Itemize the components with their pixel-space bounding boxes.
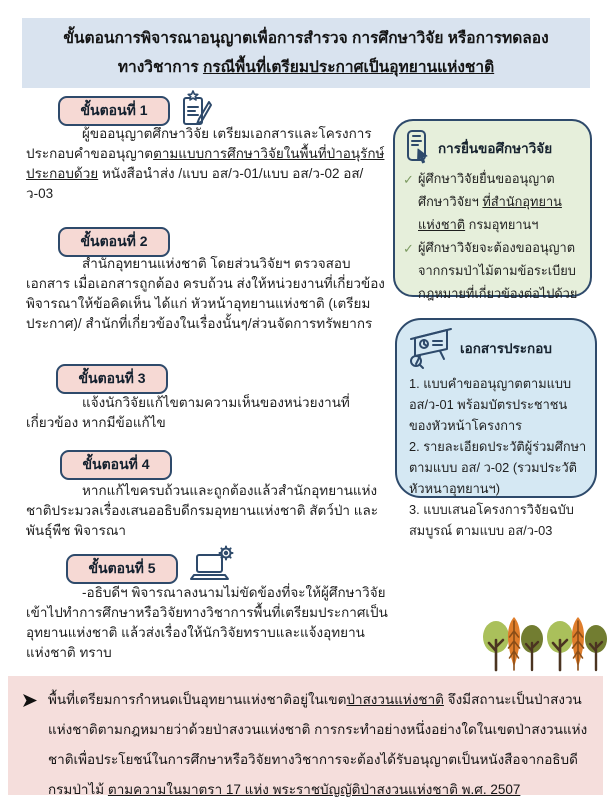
step-2-text: สำนักอุทยานแห่งชาติ โดยส่วนวิจัยฯ ตรวจสอบเอกสาร เมื่อเอกสารถูกต้อง ครบถ้วน ส่งให้หน่วยงานที่เกี่ยวข้องพิจารณาให้ข้อคิดเห็น ได้แก่ หัวหน้าอุทยานแห่งชาติ (เตรียมประกาศ)/ สำนักที่เกี่ยวข้องในเรื่องนั้นๆ/ส่วนจัดการทรัพยากร [26, 256, 385, 331]
submission-box-header [405, 129, 582, 167]
document-item-3: 3. แบบเสนอโครงการวิจัยฉบับสมบูรณ์ ตามแบบ อส/ว-03 [409, 502, 574, 538]
presentation-analysis-icon [407, 326, 453, 370]
document-item-1: 1. แบบคำขออนุญาตตามแบบ อส/ว-01 พร้อมบัตรประชาชนของหัวหน้าโครงการ [409, 376, 572, 433]
check-icon: ✓ [403, 172, 414, 187]
documents-box-title: เอกสารประกอบ [460, 341, 552, 356]
title-line2: ทางวิชาการ กรณีพื้นที่เตรียมประกาศเป็นอุทยานแห่งชาติ [117, 59, 495, 76]
step-1-badge: ขั้นตอนที่ 1 [58, 96, 170, 126]
submission-item-1: ✓ ผู้ศึกษาวิจัยยื่นขออนุญาตศึกษาวิจัยฯ ที่สำนักอุทยานแห่งชาติ กรมอุทยานฯ [405, 167, 582, 236]
documents-box-header [407, 326, 587, 370]
footer-note [8, 676, 603, 795]
footer-note-text: พื้นที่เตรียมการกำหนดเป็นอุทยานแห่งชาติอยู่ในเขตป่าสงวนแห่งชาติ จึงมีสถานะเป็นป่าสงวนแห่งชาติตามกฎหมายว่าด้วยป่าสงวนแห่งชาติ การกระทำอย่างหนึ่งอย่างใดในเขตป่าสงวนแห่งชาติเพื่อประโยชน์ในการศึกษาหรือวิจัยทางวิชาการจะต้องได้รับอนุญาตเป็นหนังสือจากอธิบดีกรมป่าไม้ ตามความในมาตรา 17 แห่ง พระราชบัญญัติป่าสงวนแห่งชาติ พ.ศ. 2507 [48, 692, 588, 797]
step-4-badge: ขั้นตอนที่ 4 [60, 450, 172, 480]
title-line1: ขั้นตอนการพิจารณาอนุญาตเพื่อการสำรวจ การศึกษาวิจัย หรือการทดลอง [63, 30, 549, 47]
check-icon: ✓ [403, 241, 414, 256]
laptop-gear-icon [188, 544, 236, 584]
step-3-text: แจ้งนักวิจัยแก้ไขตามความเห็นของหน่วยงานที่เกี่ยวข้อง หากมีข้อแก้ไข [26, 395, 350, 430]
step-2-badge: ขั้นตอนที่ 2 [58, 227, 170, 257]
documents-list [407, 373, 587, 541]
title-banner [22, 18, 590, 88]
phone-click-icon [405, 129, 431, 167]
document-item-2: 2. รายละเอียดประวัติผู้ร่วมศึกษาตามแบบ อส/ ว-02 (รวมประวัติหัวหนาอุทยานฯ) [409, 439, 587, 496]
step-3-badge: ขั้นตอนที่ 3 [56, 364, 168, 394]
arrow-bullet-icon [22, 693, 38, 708]
step-1-text: ผู้ขออนุญาตศึกษาวิจัย เตรียมเอกสารและโครงการประกอบคำขออนุญาตตามแบบการศึกษาวิจัยในพื้นที่ป่าอนุรักษ์ ประกอบด้วย หนังสือนำส่ง /แบบ อส/ว-01/แบบ อส/ว-02 อส/ว-03 [26, 126, 385, 201]
documents-box [395, 318, 597, 538]
step-5-badge: ขั้นตอนที่ 5 [66, 554, 178, 584]
footer-note-row [22, 685, 589, 805]
step-4-text: หากแก้ไขครบถ้วนและถูกต้องแล้วสำนักอุทยานแห่งชาติประมวลเรื่องเสนออธิบดีกรมอุทยานแห่งชาติ สัตว์ป่า และพันธุ์พืช พิจารณา [26, 483, 378, 538]
submission-item-2: ✓ ผู้ศึกษาวิจัยจะต้องขออนุญาตจากกรมป่าไม้ตามข้อระเบียบกฎหมายที่เกี่ยวข้องต่อไปด้วย [405, 236, 582, 305]
submission-box-title: การยื่นขอศึกษาวิจัย [438, 141, 553, 156]
trees-icon [483, 612, 609, 674]
step-5-text: -อธิบดีฯ พิจารณาลงนามไม่ขัดข้องที่จะให้ผู้ศึกษาวิจัยเข้าไปทำการศึกษาหรือวิจัยทางวิชาการพื้นที่เตรียมประกาศเป็นอุทยานแห่งชาติ แล้วส่งเรื่องให้นักวิจัยทราบและแจ้งอุทยานแห่งชาติ ทราบ [26, 585, 388, 660]
submission-box [393, 119, 592, 301]
